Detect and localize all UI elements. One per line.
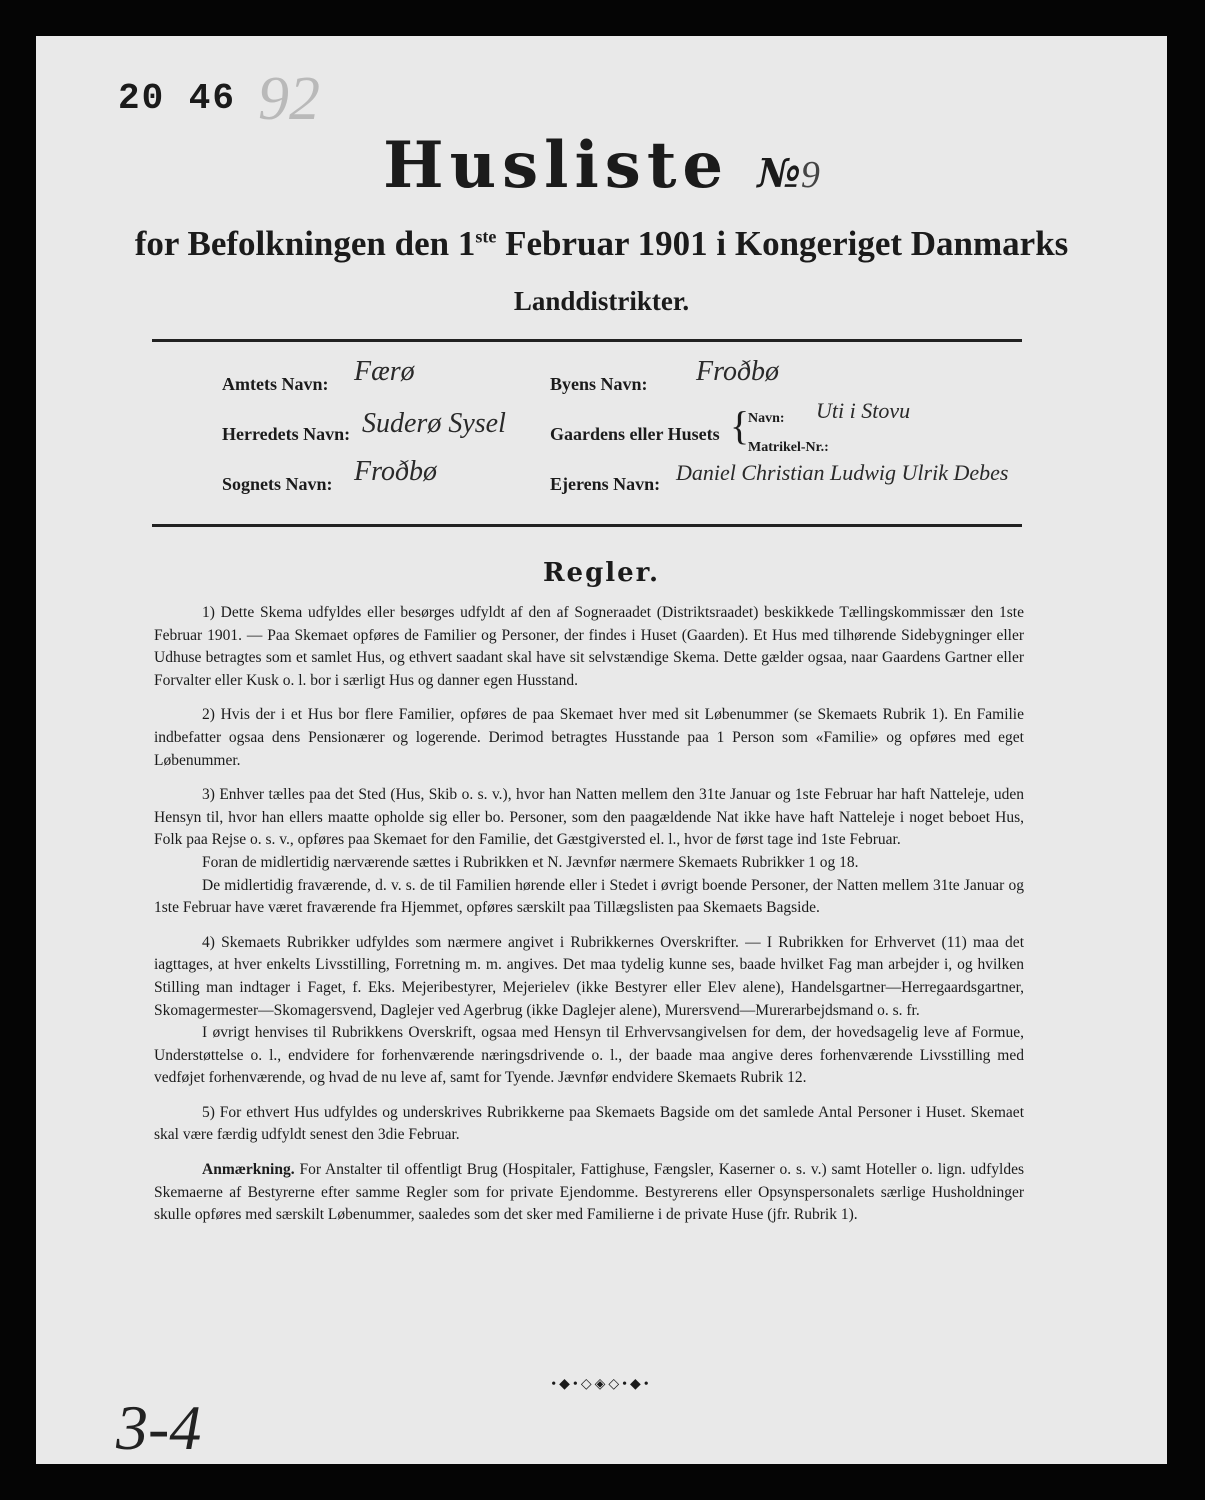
sogn-value: Froðbø bbox=[354, 456, 437, 487]
form-subtitle bbox=[36, 224, 1167, 264]
form-title bbox=[36, 128, 1167, 203]
rule-5: 5) For ethvert Hus udfyldes og underskrives Rubrikkerne paa Skemaets Bagside om det samlede Antal Personer i Huset. Skemaet skal være færdig udfyldt senest den 3die Februar. bbox=[154, 1103, 1024, 1144]
brace-glyph: { bbox=[730, 403, 750, 448]
note bbox=[154, 1159, 1024, 1227]
ejer-label: Ejerens Navn: bbox=[550, 474, 661, 494]
bottom-divider bbox=[152, 524, 1022, 527]
by-value: Froðbø bbox=[696, 356, 779, 387]
ejer-value: Daniel Christian Ludwig Ulrik Debes bbox=[676, 460, 1009, 485]
amt-value: Færø bbox=[354, 356, 415, 387]
ornament-divider: •◆•◇◈◇•◆• bbox=[551, 1377, 652, 1392]
subtitle-post: Februar 1901 i Kongeriget Danmarks bbox=[496, 224, 1069, 263]
pencil-number: 92 bbox=[258, 65, 320, 133]
rule-3c: De midlertidig fraværende, d. v. s. de til Familien hørende eller i Stedet i øvrigt boende Personer, der Natten mellem 31te Januar og 1ste Februar have været fraværende fra Hjemmet, opføres særskilt paa Tillægslisten paa Skemaets Bagside. bbox=[154, 876, 1024, 917]
title-text: Husliste bbox=[383, 128, 730, 203]
rule-4b: I øvrigt henvises til Rubrikkens Overskrift, ogsaa med Hensyn til Erhvervsangivelsen for dem, der hovedsagelig leve af Formue, Understøttelse o. l., endvidere for forhenværende næringsdrivende o. l., der baade maa angive deres forhenværende Livsstilling med vedføjet forhenværende, og hvad de nu leve af, samt for Tyende. Jævnfør endvidere Skemaets Rubrik 12. bbox=[154, 1024, 1024, 1087]
top-divider bbox=[152, 339, 1022, 342]
rules-title: Regler. bbox=[542, 558, 661, 588]
by-label: Byens Navn: bbox=[550, 374, 648, 394]
navn-value: Uti i Stovu bbox=[816, 398, 911, 423]
subtitle-pre: for Befolkningen den 1 bbox=[134, 224, 476, 263]
note-text: For Anstalter til offentligt Brug (Hospitaler, Fattighuse, Fængsler, Kaserner o. s. v.) samt Hoteller o. lign. udfyldes Skemaerne af Bestyrerne efter samme Regler som for private Ejendomme. Bestyrerens eller Opsynspersonalets særlige Husholdninger skulle opføres med særskilt Løbenummer, saaledes som det sker med Familierne i de private Huse (jfr. Rubrik 1). bbox=[154, 1161, 1024, 1224]
navn-label: Navn: bbox=[748, 411, 785, 426]
form-number: 9 bbox=[800, 154, 820, 196]
rule-3: 3) Enhver tælles paa det Sted (Hus, Skib o. s. v.), hvor han Natten mellem den 31te Januar og 1ste Februar har haft Natteleje, uden Hensyn til, hvor han ellers maatte opholde sig eller bo. Personer, som den paagældende Nat ikke have haft Natteleje i noget beboet Hus, Folk paa Rejse o. s. v., opføres paa Skemaet for den Familie, det Gæstgiversted el. l., hvor de først tage ind 1ste Februar. bbox=[154, 786, 1024, 849]
rule-2: 2) Hvis der i et Hus bor flere Familier, opføres de paa Skemaet hver med sit Løbenummer (se Skemaets Rubrik 1). En Familie indbefatter ogsaa dens Pensionærer og logerende. Derimod betragtes Husstande paa 1 Person som «Familie» og opføres med eget Løbenummer. bbox=[154, 706, 1024, 769]
number-sign: № bbox=[757, 150, 801, 197]
matrikel-label: Matrikel-Nr.: bbox=[748, 440, 829, 455]
handwritten-mark: 3-4 bbox=[116, 1392, 202, 1463]
amt-label: Amtets Navn: bbox=[222, 374, 329, 394]
district-heading: Landdistrikter. bbox=[513, 286, 690, 316]
herred-label: Herredets Navn: bbox=[222, 424, 351, 444]
sogn-label: Sognets Navn: bbox=[222, 474, 333, 494]
rules-body bbox=[154, 602, 1024, 1239]
census-form-page bbox=[36, 36, 1167, 1464]
subtitle-sup: ste bbox=[475, 226, 497, 247]
rule-3b: Foran de midlertidig nærværende sættes i Rubrikken et N. Jævnfør nærmere Skemaets Rubrikker 1 og 18. bbox=[202, 853, 859, 871]
rule-1: 1) Dette Skema udfyldes eller besørges udfyldt af den af Sogneraadet (Distriktsraadet) beskikkede Tællingskommissær den 1ste Februar 1901. — Paa Skemaet opføres de Familier og Personer, der findes i Huset (Gaarden). Et Hus med tilhørende Sidebygninger eller Udhuse betragtes som et samlet Hus, og ethvert saadant skal have sit selvstændige Skema. Dette gælder ogsaa, naar Gaardens Gartner eller Forvalter eller Kusk o. l. bor i særligt Hus og danner egen Husstand. bbox=[154, 604, 1024, 689]
gaard-label: Gaardens eller Husets bbox=[550, 424, 720, 444]
rule-4: 4) Skemaets Rubrikker udfyldes som nærmere angivet i Rubrikkernes Overskrifter. — I Rubrikken for Erhvervet (11) maa det iagttages, at hver enkelts Livsstilling, Forretning m. m. angives. Det maa tydelig kunne ses, baade hvilket Fag man arbejder i, og hvilken Stilling man indtager i Faget, f. Eks. Mejeribestyrer, Mejerielev (ikke Bestyrer eller Elev alene), Handelsgartner—Herregaardsgartner, Skomagermester—Skomagersvend, Daglejer ved Agerbrug (ikke Daglejer alene), Murersvend—Murerarbejdsmand o. s. fr. bbox=[154, 933, 1024, 1019]
herred-value: Suderø Sysel bbox=[362, 408, 506, 439]
note-label: Anmærkning. bbox=[202, 1161, 295, 1179]
stamp-number: 20 46 bbox=[118, 78, 237, 119]
